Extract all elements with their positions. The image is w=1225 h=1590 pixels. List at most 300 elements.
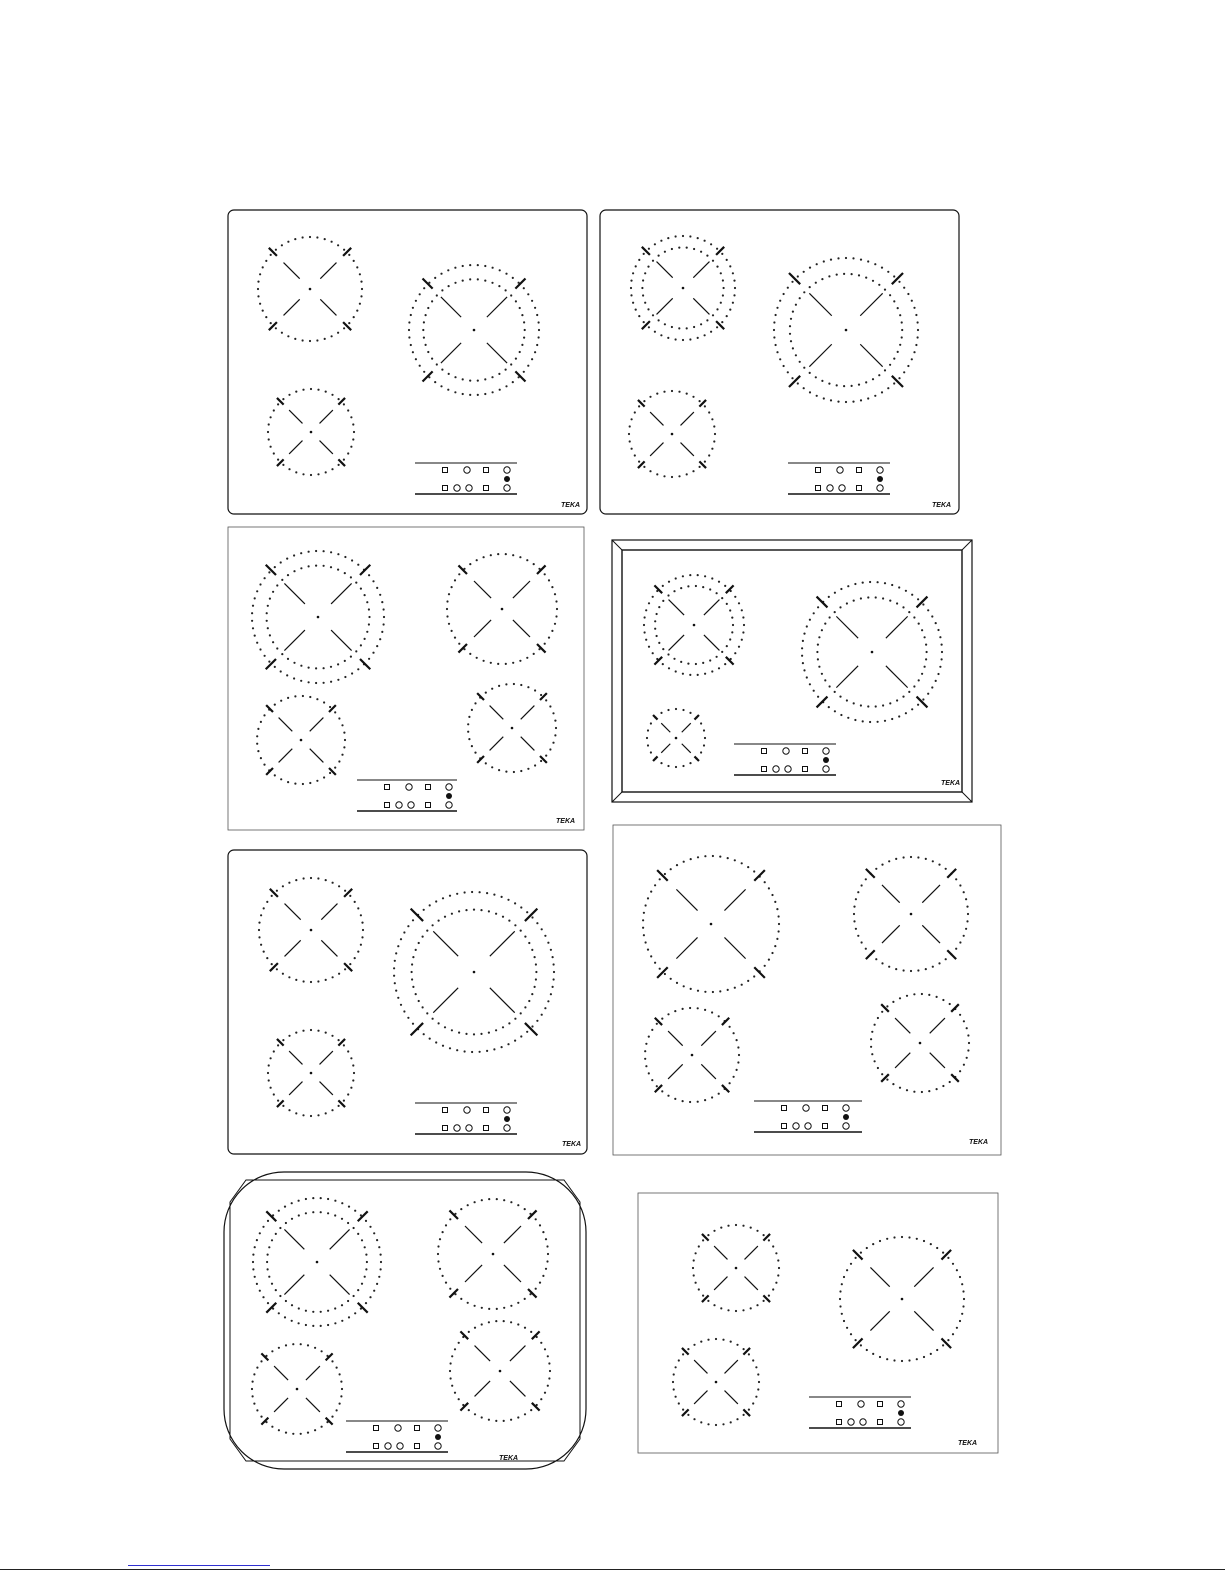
cooking-zone-2 <box>437 1198 549 1310</box>
square-icon <box>443 1108 448 1113</box>
zone-corner-tick <box>458 644 467 653</box>
zone-center-dot <box>296 1388 299 1391</box>
round-key-icon <box>848 1419 854 1425</box>
zone-corner-tick <box>360 659 370 669</box>
square-icon <box>484 1126 489 1131</box>
zone-corner-tick <box>754 967 765 978</box>
zone-guide-line <box>930 1053 945 1068</box>
zone-guide-line <box>285 904 301 920</box>
teka-logo: TEKA <box>562 1141 582 1148</box>
zone-guide-line <box>490 706 504 720</box>
hob-1 <box>228 210 587 514</box>
square-icon <box>484 468 489 473</box>
control-panel <box>415 1103 517 1134</box>
hob-5 <box>228 850 587 1154</box>
control-panel <box>357 780 457 811</box>
zone-corner-tick <box>817 697 828 708</box>
zone-corner-tick <box>537 644 546 653</box>
zone-corner-tick <box>654 585 662 593</box>
cooking-zone-4 <box>449 1320 551 1422</box>
zone-guide-line <box>289 410 302 423</box>
dot-icon <box>877 476 883 482</box>
zone-guide-line <box>487 343 507 363</box>
zone-corner-tick <box>951 1004 959 1012</box>
control-panel <box>754 1101 862 1132</box>
round-key-icon <box>385 1443 391 1449</box>
square-icon <box>803 767 808 772</box>
zone-corner-tick <box>866 950 875 959</box>
round-key-icon <box>783 748 789 754</box>
round-key-icon <box>446 784 452 790</box>
zone-guide-line <box>474 620 491 637</box>
hob-outline <box>228 850 587 1154</box>
zone-corner-tick <box>653 715 658 720</box>
zone-guide-line <box>657 298 673 314</box>
zone-corner-tick <box>358 1303 368 1313</box>
round-key-icon <box>823 748 829 754</box>
zone-guide-line <box>669 600 685 616</box>
round-key-icon <box>504 1107 510 1113</box>
zone-guide-line <box>661 744 670 753</box>
zone-guide-line <box>693 262 709 278</box>
zone-guide-line <box>930 1018 945 1033</box>
round-key-icon <box>773 766 779 772</box>
square-icon <box>878 1402 883 1407</box>
zone-guide-line <box>809 344 831 366</box>
zone-corner-tick <box>532 1403 540 1411</box>
zone-guide-line <box>513 620 530 637</box>
zone-center-dot <box>919 1042 922 1045</box>
square-icon <box>857 468 862 473</box>
zone-corner-tick <box>726 585 734 593</box>
square-icon <box>385 785 390 790</box>
square-icon <box>782 1124 787 1129</box>
zone-guide-line <box>284 583 305 604</box>
round-key-icon <box>843 1123 849 1129</box>
zone-corner-tick <box>947 869 956 878</box>
zone-guide-line <box>886 666 908 688</box>
zone-center-dot <box>511 727 514 730</box>
zone-guide-line <box>331 630 352 651</box>
hob-frame-inner <box>622 550 962 792</box>
zone-guide-line <box>724 937 745 958</box>
hob-frame-corner <box>962 792 972 802</box>
dot-icon <box>823 757 829 763</box>
zone-guide-line <box>490 931 515 956</box>
cooking-zone-4 <box>467 683 557 773</box>
hob-outline <box>600 210 959 514</box>
hob-4 <box>612 540 972 802</box>
zone-corner-tick <box>326 1418 333 1425</box>
zone-corner-tick <box>726 657 734 665</box>
zone-guide-line <box>657 262 673 278</box>
square-icon <box>803 749 808 754</box>
zone-center-dot <box>310 929 313 932</box>
cooking-zone-1 <box>258 877 364 983</box>
hob-frame-corner <box>612 792 622 802</box>
zone-guide-line <box>284 630 305 651</box>
cooking-zone-3 <box>628 390 716 478</box>
zone-guide-line <box>809 293 831 315</box>
zone-center-dot <box>309 288 312 291</box>
round-key-icon <box>397 1443 403 1449</box>
zone-center-dot <box>316 1261 319 1264</box>
zone-guide-line <box>321 940 337 956</box>
zone-guide-line <box>676 889 697 910</box>
zone-guide-line <box>321 904 337 920</box>
round-key-icon <box>504 467 510 473</box>
dot-icon <box>898 1410 904 1416</box>
square-icon <box>816 468 821 473</box>
zone-guide-line <box>681 443 694 456</box>
zone-corner-tick <box>266 768 273 775</box>
zone-corner-tick <box>951 1074 959 1082</box>
zone-guide-line <box>895 1018 910 1033</box>
zone-guide-line <box>441 297 461 317</box>
dot-icon <box>843 1114 849 1120</box>
zone-center-dot <box>310 431 313 434</box>
round-key-icon <box>395 1425 401 1431</box>
footer-rule <box>0 1569 1225 1570</box>
dot-icon <box>446 793 452 799</box>
zone-guide-line <box>289 1082 302 1095</box>
zone-corner-tick <box>941 1338 951 1348</box>
zone-guide-line <box>487 297 507 317</box>
zone-corner-tick <box>525 909 537 921</box>
teka-logo: TEKA <box>958 1440 978 1447</box>
hob-frame-corner <box>612 540 622 550</box>
teka-logo: TEKA <box>969 1139 989 1146</box>
round-key-icon <box>406 784 412 790</box>
hob-outline <box>638 1193 998 1453</box>
zone-guide-line <box>330 1275 350 1295</box>
round-key-icon <box>408 802 414 808</box>
zone-guide-line <box>724 889 745 910</box>
zone-guide-line <box>490 988 515 1013</box>
teka-logo: TEKA <box>932 502 952 509</box>
zone-center-dot <box>473 329 476 332</box>
zone-guide-line <box>310 718 324 732</box>
square-icon <box>415 1426 420 1431</box>
zone-corner-tick <box>358 1211 368 1221</box>
zone-center-dot <box>300 739 303 742</box>
round-key-icon <box>466 1125 472 1131</box>
round-key-icon <box>843 1105 849 1111</box>
zone-guide-line <box>310 749 324 763</box>
zone-guide-line <box>284 1275 304 1295</box>
zone-guide-line <box>704 600 720 616</box>
round-key-icon <box>860 1419 866 1425</box>
square-icon <box>837 1402 842 1407</box>
zone-guide-line <box>914 1311 933 1330</box>
zone-guide-line <box>504 1265 521 1282</box>
zone-guide-line <box>836 616 858 638</box>
zone-corner-tick <box>525 1023 537 1035</box>
round-key-icon <box>464 467 470 473</box>
cooking-zone-2 <box>801 581 943 723</box>
zone-corner-tick <box>653 756 658 761</box>
zone-corner-tick <box>817 597 828 608</box>
zone-corner-tick <box>532 1331 540 1339</box>
round-key-icon <box>446 802 452 808</box>
zone-corner-tick <box>411 1023 423 1035</box>
zone-guide-line <box>475 1346 491 1362</box>
zone-guide-line <box>745 1246 758 1259</box>
zone-guide-line <box>922 925 940 943</box>
zone-guide-line <box>745 1277 758 1290</box>
square-icon <box>385 803 390 808</box>
cooking-zone-3 <box>267 1029 355 1117</box>
zone-guide-line <box>433 988 458 1013</box>
zone-corner-tick <box>326 1353 333 1360</box>
zone-guide-line <box>914 1267 933 1286</box>
round-key-icon <box>464 1107 470 1113</box>
zone-guide-line <box>465 1226 482 1243</box>
round-key-icon <box>454 1125 460 1131</box>
square-icon <box>857 486 862 491</box>
hob-7 <box>224 1172 586 1469</box>
zone-center-dot <box>691 1054 694 1057</box>
cooking-zone-2 <box>393 891 555 1053</box>
zone-guide-line <box>521 737 535 751</box>
cooking-zone-1 <box>257 236 363 342</box>
zone-corner-tick <box>941 1250 951 1260</box>
zone-center-dot <box>501 608 504 611</box>
hob-8 <box>638 1193 998 1453</box>
teka-logo: TEKA <box>941 780 961 787</box>
round-key-icon <box>805 1123 811 1129</box>
zone-guide-line <box>306 1398 320 1412</box>
zone-corner-tick <box>917 597 928 608</box>
cooking-zone-2 <box>773 257 919 403</box>
zone-guide-line <box>510 1346 526 1362</box>
zone-guide-line <box>882 925 900 943</box>
control-panel <box>734 744 836 775</box>
zone-guide-line <box>668 1064 683 1079</box>
round-key-icon <box>435 1425 441 1431</box>
cooking-zone-3 <box>646 708 706 768</box>
cooking-zone-1 <box>642 855 780 993</box>
round-key-icon <box>396 802 402 808</box>
hob-3 <box>228 527 584 830</box>
zone-corner-tick <box>266 1211 276 1221</box>
zone-corner-tick <box>449 1210 458 1219</box>
zone-center-dot <box>693 624 696 627</box>
cooking-zone-1 <box>630 235 736 341</box>
zone-guide-line <box>693 298 709 314</box>
zone-guide-line <box>274 1366 288 1380</box>
zone-center-dot <box>715 1381 718 1384</box>
zone-corner-tick <box>266 705 273 712</box>
square-icon <box>374 1426 379 1431</box>
cooking-zone-2 <box>408 264 540 396</box>
cooking-zone-3 <box>256 695 346 785</box>
zone-corner-tick <box>477 756 484 763</box>
zone-guide-line <box>289 1051 302 1064</box>
control-panel <box>415 463 517 494</box>
zone-corner-tick <box>537 565 546 574</box>
zone-guide-line <box>701 1031 716 1046</box>
zone-corner-tick <box>458 565 467 574</box>
zone-guide-line <box>882 885 900 903</box>
zone-guide-line <box>513 581 530 598</box>
round-key-icon <box>823 766 829 772</box>
zone-corner-tick <box>892 273 903 284</box>
zone-guide-line <box>285 940 301 956</box>
round-key-icon <box>839 485 845 491</box>
square-icon <box>762 767 767 772</box>
zone-corner-tick <box>460 1331 468 1339</box>
zone-guide-line <box>320 299 336 315</box>
teka-logo: TEKA <box>499 1455 519 1462</box>
zone-center-dot <box>499 1370 502 1373</box>
square-icon <box>816 486 821 491</box>
square-icon <box>823 1106 828 1111</box>
control-panel <box>346 1421 448 1452</box>
round-key-icon <box>898 1401 904 1407</box>
round-key-icon <box>785 766 791 772</box>
square-icon <box>484 1108 489 1113</box>
round-key-icon <box>803 1105 809 1111</box>
zone-center-dot <box>901 1298 904 1301</box>
zone-center-dot <box>310 1072 313 1075</box>
zone-corner-tick <box>360 565 370 575</box>
zone-corner-tick <box>694 715 699 720</box>
hob-outline <box>613 825 1001 1155</box>
square-icon <box>443 468 448 473</box>
zone-guide-line <box>681 412 694 425</box>
zone-guide-line <box>465 1265 482 1282</box>
zone-corner-tick <box>528 1210 537 1219</box>
zone-guide-line <box>433 931 458 956</box>
zone-center-dot <box>710 923 713 926</box>
zone-guide-line <box>870 1311 889 1330</box>
hob-6 <box>613 825 1001 1155</box>
zone-corner-tick <box>266 1303 276 1313</box>
zone-guide-line <box>279 749 293 763</box>
zone-guide-line <box>714 1277 727 1290</box>
zone-guide-line <box>284 299 300 315</box>
zone-guide-line <box>474 581 491 598</box>
zone-guide-line <box>284 1229 304 1249</box>
control-panel <box>809 1397 911 1428</box>
square-icon <box>782 1106 787 1111</box>
zone-guide-line <box>320 1051 333 1064</box>
zone-guide-line <box>669 635 685 651</box>
square-icon <box>415 1444 420 1449</box>
square-icon <box>823 1124 828 1129</box>
footer-link-underline[interactable] <box>128 1565 270 1566</box>
zone-guide-line <box>289 441 302 454</box>
cooking-zone-3 <box>267 388 355 476</box>
zone-corner-tick <box>411 909 423 921</box>
square-icon <box>878 1420 883 1425</box>
zone-guide-line <box>510 1381 526 1397</box>
zone-center-dot <box>735 1267 738 1270</box>
zone-guide-line <box>475 1381 491 1397</box>
cooking-zone-3 <box>672 1338 760 1426</box>
zone-corner-tick <box>866 869 875 878</box>
zone-corner-tick <box>449 1289 458 1298</box>
zone-corner-tick <box>789 376 800 387</box>
round-key-icon <box>435 1443 441 1449</box>
zone-corner-tick <box>528 1289 537 1298</box>
dot-icon <box>435 1434 441 1440</box>
zone-guide-line <box>284 263 300 279</box>
zone-guide-line <box>320 263 336 279</box>
zone-guide-line <box>521 706 535 720</box>
zone-guide-line <box>714 1246 727 1259</box>
zone-corner-tick <box>477 693 484 700</box>
zone-corner-tick <box>261 1418 268 1425</box>
zone-corner-tick <box>694 756 699 761</box>
zone-guide-line <box>694 1391 707 1404</box>
zone-guide-line <box>306 1366 320 1380</box>
hob-frame-corner <box>962 540 972 550</box>
cooking-zone-3 <box>644 1007 740 1103</box>
zone-guide-line <box>682 744 691 753</box>
zone-guide-line <box>860 344 882 366</box>
square-icon <box>762 749 767 754</box>
zone-guide-line <box>725 1391 738 1404</box>
zone-corner-tick <box>853 1338 863 1348</box>
zone-center-dot <box>671 433 674 436</box>
zone-guide-line <box>441 343 461 363</box>
cooking-zone-3 <box>251 1343 343 1435</box>
cooking-zone-1 <box>643 574 745 676</box>
cooking-zone-2 <box>446 553 558 665</box>
square-icon <box>484 486 489 491</box>
cooking-zone-1 <box>251 550 385 684</box>
zone-center-dot <box>845 329 848 332</box>
zone-guide-line <box>701 1064 716 1079</box>
cooking-zone-4 <box>870 993 970 1093</box>
zone-guide-line <box>694 1360 707 1373</box>
cooking-zone-1 <box>692 1224 780 1312</box>
zone-guide-line <box>836 666 858 688</box>
hob-outline <box>228 527 584 830</box>
zone-guide-line <box>922 885 940 903</box>
round-key-icon <box>827 485 833 491</box>
cooking-zone-2 <box>839 1236 965 1362</box>
zone-guide-line <box>320 441 333 454</box>
zone-guide-line <box>330 1229 350 1249</box>
round-key-icon <box>877 467 883 473</box>
zone-corner-tick <box>654 657 662 665</box>
round-key-icon <box>877 485 883 491</box>
round-key-icon <box>504 485 510 491</box>
zone-guide-line <box>725 1360 738 1373</box>
zone-guide-line <box>682 723 691 732</box>
zone-corner-tick <box>722 1085 729 1092</box>
zone-guide-line <box>650 412 663 425</box>
dot-icon <box>504 1116 510 1122</box>
cooking-zone-1 <box>252 1197 382 1327</box>
square-icon <box>426 803 431 808</box>
square-icon <box>443 1126 448 1131</box>
zone-guide-line <box>676 937 697 958</box>
zone-center-dot <box>473 971 476 974</box>
zone-center-dot <box>675 737 678 740</box>
zone-guide-line <box>870 1267 889 1286</box>
zone-center-dot <box>871 651 874 654</box>
teka-logo: TEKA <box>561 502 581 509</box>
zone-guide-line <box>895 1053 910 1068</box>
square-icon <box>426 785 431 790</box>
zone-center-dot <box>492 1253 495 1256</box>
round-key-icon <box>793 1123 799 1129</box>
zone-corner-tick <box>261 1353 268 1360</box>
